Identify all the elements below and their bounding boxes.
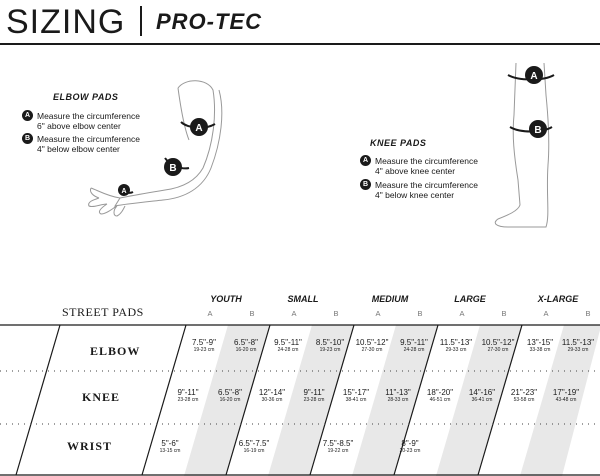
col-b-label: B	[417, 309, 423, 318]
col-b-label: B	[585, 309, 591, 318]
cell-elbow-youth-a: 7.5"-9" 19-23 cm	[192, 338, 216, 353]
row-label-elbow: ELBOW	[90, 344, 141, 358]
col-a-label: A	[207, 309, 213, 318]
size-medium: MEDIUM	[371, 294, 409, 304]
cell-elbow-youth-b: 6.5"-8" 16-20 cm	[234, 338, 258, 353]
cell-elbow-medium-b: 9.5"-11" 24-28 cm	[400, 338, 428, 353]
col-b-label: B	[249, 309, 255, 318]
cell-wrist-large: 8"-9" 20-23 cm	[399, 439, 421, 454]
cell-elbow-xlarge-a: 13"-15" 33-38 cm	[526, 338, 554, 353]
col-b-label: B	[501, 309, 507, 318]
badge-a-icon: A	[22, 110, 33, 121]
badge-b-icon: B	[360, 179, 371, 190]
elbow-instruction-b-text: Measure the circumference 4" below elbow center	[37, 134, 140, 154]
col-a-label: A	[543, 309, 549, 318]
cell-elbow-small-b: 8.5"-10" 19-23 cm	[315, 338, 345, 353]
badge-a-icon: A	[360, 155, 371, 166]
badge-b-icon: B	[22, 133, 33, 144]
size-xlarge: X-LARGE	[537, 294, 579, 304]
cell-elbow-medium-a: 10.5"-12" 27-30 cm	[355, 338, 389, 353]
title-divider	[140, 6, 142, 36]
col-a-label: A	[375, 309, 381, 318]
size-large: LARGE	[454, 294, 486, 304]
cell-knee-medium-b: 11"-13" 28-33 cm	[385, 388, 411, 403]
elbow-instruction-a-text: Measure the circumference 6" above elbow center	[37, 111, 140, 131]
cell-knee-xlarge-a: 21"-23" 53-58 cm	[510, 388, 538, 403]
street-pads-label: STREET PADS	[62, 305, 144, 319]
cell-elbow-large-b: 10.5"-12" 27-30 cm	[481, 338, 515, 353]
row-label-wrist: WRIST	[67, 439, 113, 453]
col-a-label: A	[459, 309, 465, 318]
cell-wrist-youth: 5"-6" 13-15 cm	[159, 439, 181, 454]
cell-knee-medium-a: 15"-17" 38-41 cm	[342, 388, 370, 403]
elbow-marker-a-label: A	[195, 123, 203, 134]
cell-knee-large-a: 18"-20" 46-51 cm	[426, 388, 454, 403]
arm-illustration	[85, 70, 230, 230]
cell-knee-small-a: 12"-14" 30-36 cm	[258, 388, 286, 403]
page-title: SIZING	[6, 3, 126, 41]
cell-wrist-medium: 7.5"-8.5" 19-22 cm	[322, 439, 354, 454]
cell-knee-xlarge-b: 17"-19" 43-48 cm	[552, 388, 580, 403]
knee-pads-title: KNEE PADS	[370, 138, 427, 148]
size-youth: YOUTH	[210, 294, 242, 304]
cell-elbow-xlarge-b: 11.5"-13" 29-33 cm	[561, 338, 595, 353]
knee-marker-b-label: B	[534, 125, 542, 136]
cell-knee-youth-a: 9"-11" 23-28 cm	[177, 388, 199, 403]
cell-knee-large-b: 14"-16" 36-41 cm	[468, 388, 496, 403]
col-b-label: B	[333, 309, 339, 318]
cell-knee-small-b: 9"-11" 23-28 cm	[303, 388, 325, 403]
header-rule	[0, 43, 600, 45]
knee-instruction-b	[360, 180, 478, 200]
cell-wrist-small: 6.5"-7.5" 16-19 cm	[238, 439, 270, 454]
size-small: SMALL	[287, 294, 319, 304]
elbow-pads-title: ELBOW PADS	[53, 92, 119, 102]
cell-knee-youth-b: 6.5"-8" 16-20 cm	[218, 388, 242, 403]
knee-instruction-a	[360, 156, 478, 176]
knee-instruction-a-text: Measure the circumference 4" above knee center	[375, 156, 478, 176]
cell-elbow-small-a: 9.5"-11" 24-28 cm	[274, 338, 302, 353]
cell-elbow-large-a: 11.5"-13" 29-33 cm	[439, 338, 473, 353]
knee-instruction-b-text: Measure the circumference 4" below knee center	[375, 180, 478, 200]
leg-illustration	[478, 55, 568, 235]
knee-marker-a-label: A	[530, 71, 538, 82]
wrist-marker-a-label: A	[121, 188, 127, 195]
elbow-marker-b-label: B	[169, 163, 177, 174]
col-a-label: A	[291, 309, 297, 318]
brand-logo: PRO-TEC	[156, 9, 262, 34]
row-label-knee: KNEE	[82, 390, 121, 404]
